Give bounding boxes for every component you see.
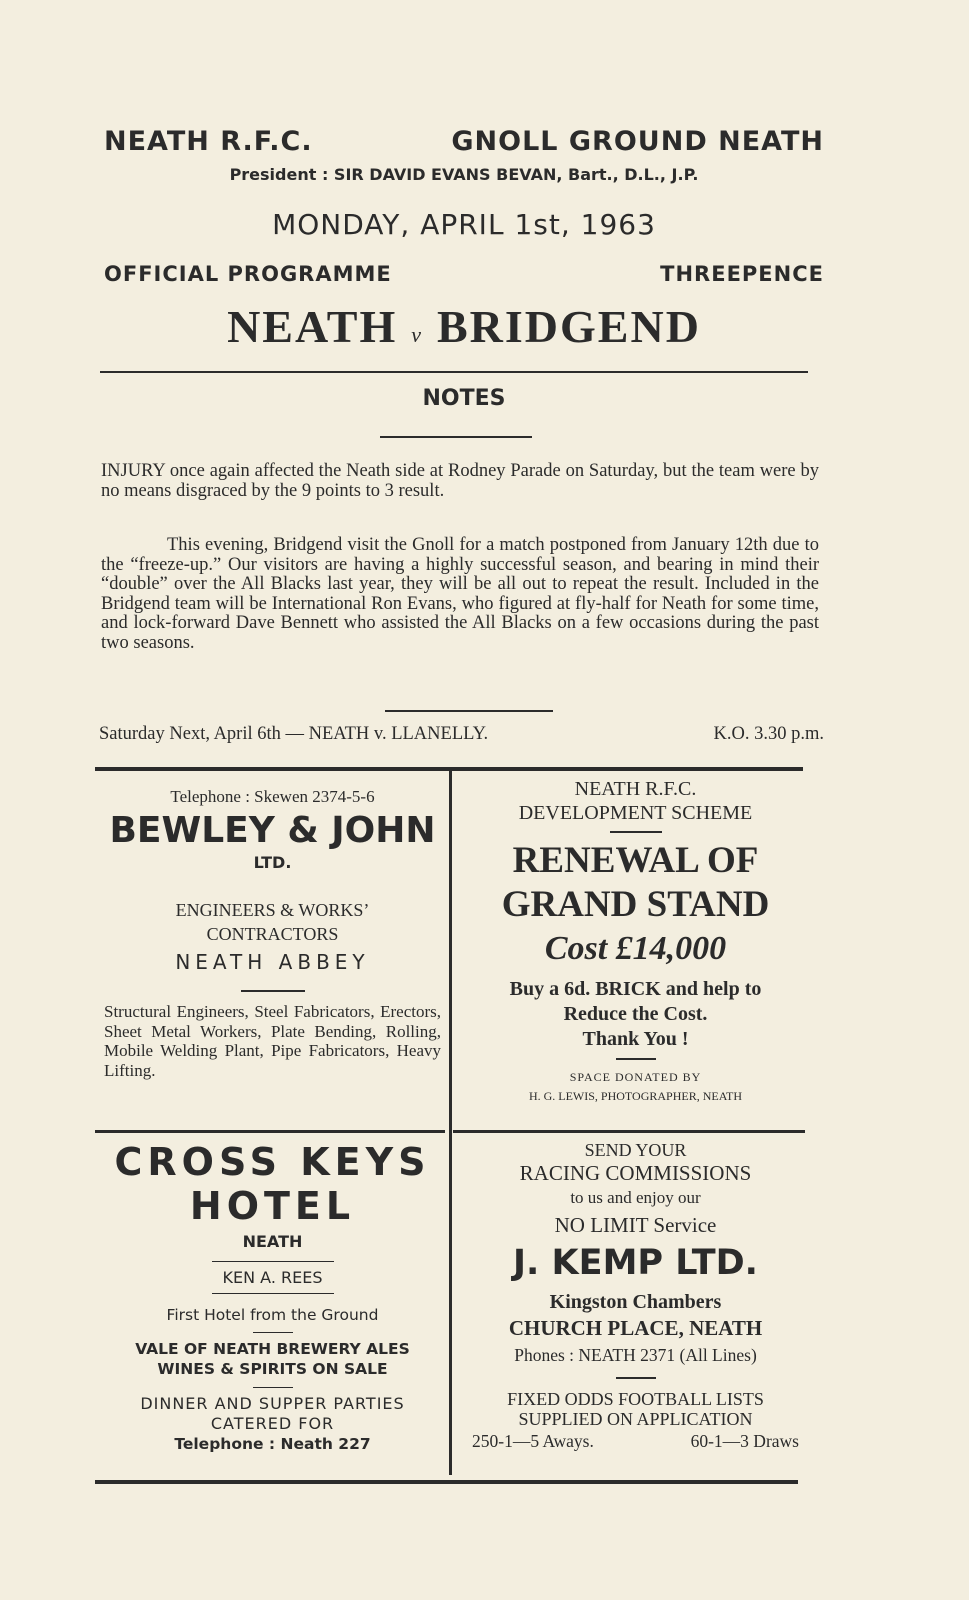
notes-underline (380, 436, 532, 438)
development-appeal2: Reduce the Cost. (563, 1003, 708, 1025)
kemp-odds (458, 1429, 813, 1453)
bewley-ltd: LTD. (253, 853, 292, 872)
development-donor: H. G. LEWIS, PHOTOGRAPHER, NEATH (528, 1089, 743, 1103)
development-donated: SPACE DONATED BY (569, 1070, 702, 1084)
crosskeys-dinner2: CATERED FOR (210, 1414, 335, 1433)
president-line: President : SIR DAVID EVANS BEVAN, Bart., D.L., J.P. (229, 165, 699, 184)
kemp-line3: to us and enjoy our (570, 1188, 701, 1207)
kemp-football2: SUPPLIED ON APPLICATION (518, 1409, 753, 1429)
kickoff-time: K.O. 3.30 p.m. (713, 724, 824, 744)
crosskeys-proprietor: KEN A. REES (222, 1268, 323, 1287)
development-rule-1 (610, 831, 662, 833)
next-match-line (99, 724, 824, 745)
club-name: NEATH R.F.C. (104, 126, 313, 157)
programme-row (104, 262, 824, 286)
crosskeys-tagline: First Hotel from the Ground (166, 1306, 379, 1324)
match-date: MONDAY, APRIL 1st, 1963 (272, 208, 656, 241)
crosskeys-rule-4 (253, 1387, 293, 1388)
bewley-ad (100, 787, 445, 1080)
price-label: THREEPENCE (660, 262, 824, 286)
away-team: BRIDGEND (437, 301, 701, 352)
kemp-address1: Kingston Chambers (549, 1291, 722, 1313)
kemp-line4: NO LIMIT Service (554, 1213, 717, 1237)
development-headline2: GRAND STAND (501, 884, 770, 925)
crosskeys-ad (100, 1140, 445, 1454)
development-cost: Cost £14,000 (544, 930, 727, 967)
notes-title: NOTES (422, 386, 506, 411)
kemp-name: J. KEMP LTD. (513, 1243, 758, 1283)
crosskeys-telephone: Telephone : Neath 227 (174, 1435, 371, 1453)
ads-mid-rule-right (453, 1130, 805, 1133)
match-title (104, 300, 824, 353)
crosskeys-name2: HOTEL (189, 1184, 356, 1228)
header-club-row (104, 126, 824, 157)
kemp-ad (458, 1140, 813, 1453)
kemp-odds1: 250-1—5 Aways. (472, 1431, 594, 1451)
bewley-location: NEATH ABBEY (175, 950, 370, 974)
bewley-telephone: Telephone : Skewen 2374-5-6 (170, 787, 375, 806)
development-appeal1: Buy a 6d. BRICK and help to (509, 978, 762, 1000)
kemp-football1: FIXED ODDS FOOTBALL LISTS (507, 1389, 764, 1409)
bewley-rule (241, 990, 305, 992)
ads-mid-rule-left (95, 1130, 445, 1133)
development-line1: NEATH R.F.C. (574, 778, 697, 800)
versus: v (411, 322, 423, 347)
kemp-rule (616, 1377, 656, 1379)
crosskeys-ales1: VALE OF NEATH BREWERY ALES (135, 1340, 410, 1358)
next-match: Saturday Next, April 6th — NEATH v. LLANELLY. (99, 724, 489, 744)
development-thanks: Thank You ! (582, 1028, 689, 1050)
crosskeys-ales2: WINES & SPIRITS ON SALE (157, 1360, 388, 1378)
programme-label: OFFICIAL PROGRAMME (104, 262, 392, 286)
header-divider (100, 371, 808, 373)
bewley-line1: ENGINEERS & WORKS’ (175, 900, 370, 920)
crosskeys-dinner1: DINNER AND SUPPER PARTIES (140, 1394, 405, 1413)
ads-bottom-rule (95, 1480, 798, 1484)
kemp-line1: SEND YOUR (584, 1140, 687, 1160)
development-ad (458, 777, 813, 1104)
development-line2: DEVELOPMENT SCHEME (518, 802, 753, 824)
bewley-services: Structural Engineers, Steel Fabricators, Erectors, Sheet Metal Workers, Plate Bending, Rolling, Mobile Welding Plant, Pipe Fabricators, Heavy Lifting. (104, 1002, 441, 1080)
kemp-phones: Phones : NEATH 2371 (All Lines) (514, 1345, 757, 1365)
crosskeys-rule-2 (212, 1293, 334, 1294)
kemp-odds2: 60-1—3 Draws (690, 1431, 799, 1451)
crosskeys-name1: CROSS KEYS (114, 1140, 431, 1184)
crosskeys-town: NEATH (242, 1232, 303, 1251)
kemp-address2: CHURCH PLACE, NEATH (508, 1316, 763, 1340)
notes-paragraph-1: INJURY once again affected the Neath side at Rodney Parade on Saturday, but the team were by no means disgraced by the 9 points to 3 result. (101, 461, 819, 501)
kemp-line2: RACING COMMISSIONS (519, 1161, 752, 1185)
notes-paragraph-2: This evening, Bridgend visit the Gnoll for a match postponed from January 12th due to the “freeze-up.” Our visitors are having a highly successful season, and bearing in mind their “double” over the All Blacks last year, they will be all out to repeat the result. Included in the Bridgend team will be International Ron Evans, who figured at fly-half for Neath for some time, and lock-forward Dave Bennett who assisted the All Blacks on a few occasions during the past two seasons. (101, 535, 819, 653)
home-team: NEATH (227, 301, 398, 352)
ads-vertical-rule (449, 771, 452, 1475)
bewley-name: BEWLEY & JOHN (109, 810, 436, 851)
development-rule-2 (616, 1058, 656, 1060)
bewley-line2: CONTRACTORS (206, 924, 339, 944)
notes-end-rule (385, 710, 553, 712)
development-headline1: RENEWAL OF (512, 840, 759, 881)
crosskeys-rule-3 (253, 1332, 293, 1333)
ground-name: GNOLL GROUND NEATH (451, 126, 824, 157)
crosskeys-rule-1 (212, 1261, 334, 1262)
